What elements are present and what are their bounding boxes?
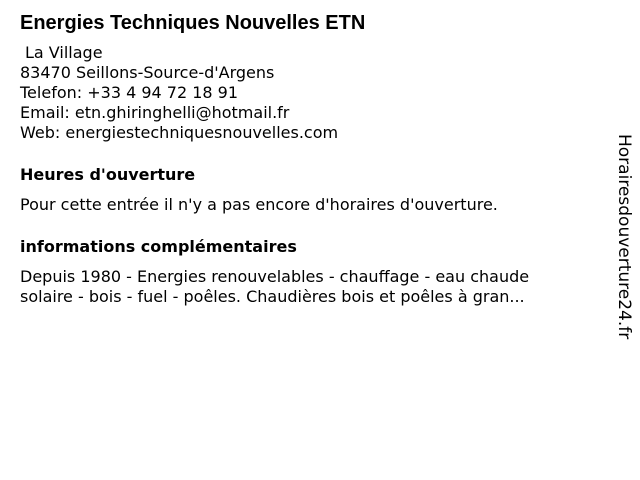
email-address: Email: etn.ghiringhelli@hotmail.fr bbox=[20, 103, 290, 122]
site-brand-vertical: Horairesdouverture24.fr bbox=[614, 134, 634, 340]
business-listing bbox=[20, 10, 590, 307]
opening-hours-heading: Heures d'ouverture bbox=[20, 165, 196, 184]
address-block bbox=[20, 43, 590, 143]
opening-hours-text: Pour cette entrée il n'y a pas encore d'horaires d'ouverture. bbox=[20, 195, 498, 214]
additional-info-line-1: Depuis 1980 - Energies renouvelables - chauffage - eau chaude bbox=[20, 267, 530, 286]
website: Web: energiestechniquesnouvelles.com bbox=[20, 123, 339, 142]
additional-info-line-2: solaire - bois - fuel - poêles. Chaudières bois et poêles à gran... bbox=[20, 287, 525, 306]
phone-number: Telefon: +33 4 94 72 18 91 bbox=[20, 83, 239, 102]
postal-city: 83470 Seillons-Source-d'Argens bbox=[20, 63, 275, 82]
additional-info-heading: informations complémentaires bbox=[20, 237, 297, 256]
business-name: Energies Techniques Nouvelles ETN bbox=[20, 12, 366, 34]
street-address: La Village bbox=[25, 43, 103, 62]
